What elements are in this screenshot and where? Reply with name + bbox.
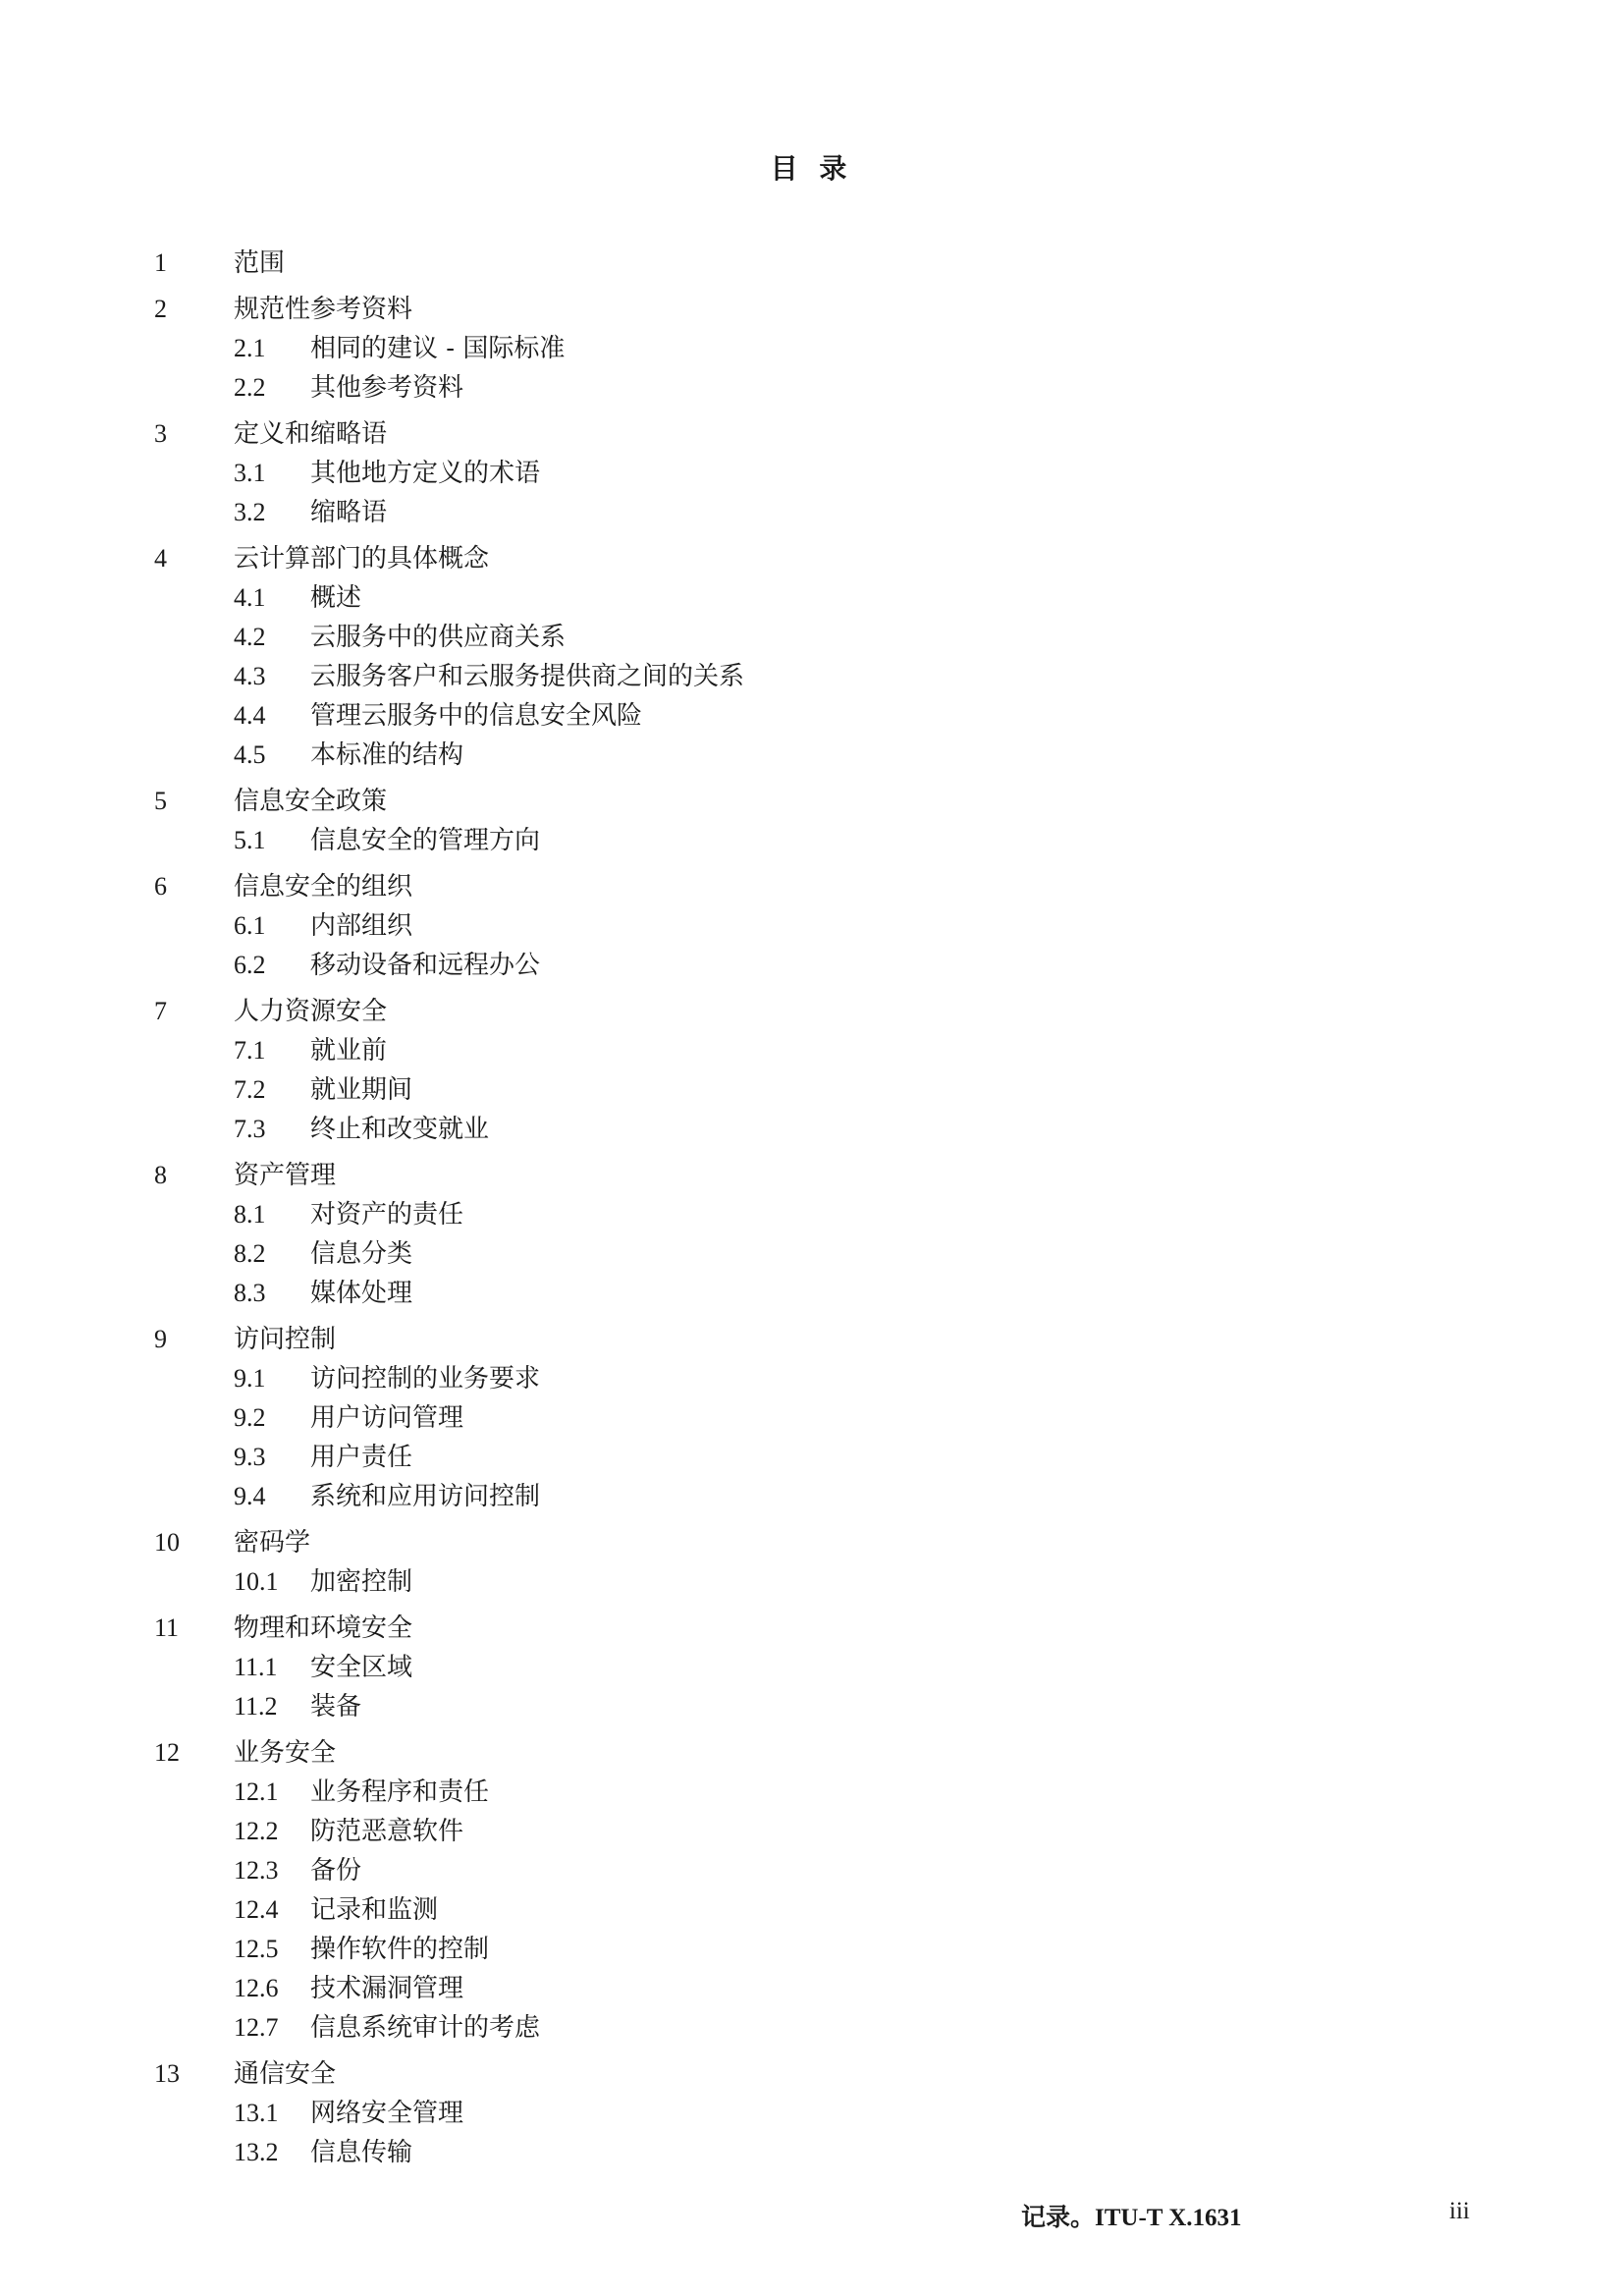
toc-subsection-entry[interactable] [154, 1438, 1431, 1477]
toc-section [154, 539, 1431, 775]
toc-subsection-title: 终止和改变就业 [310, 1115, 490, 1144]
toc-subsection-title: 加密控制 [310, 1567, 413, 1597]
toc-subsection-title: 云服务中的供应商关系 [310, 623, 567, 652]
toc-section-title: 范围 [234, 248, 286, 278]
toc-subsection-title: 防范恶意软件 [310, 1817, 464, 1846]
toc-subsection-entry[interactable] [154, 2133, 1431, 2172]
toc-subsection-entry[interactable] [154, 1195, 1431, 1234]
toc-subsection-number: 12.3 [234, 1856, 279, 1885]
toc-subsection-entry[interactable] [154, 1812, 1431, 1851]
toc-section-entry[interactable] [154, 782, 1431, 821]
toc-subsection-entry[interactable] [154, 1070, 1431, 1110]
toc-subsection-entry[interactable] [154, 657, 1431, 696]
toc-subsection-title: 系统和应用访问控制 [310, 1482, 541, 1511]
toc-subsection-number: 7.1 [234, 1036, 266, 1065]
toc-subsection-title: 记录和监测 [310, 1895, 439, 1925]
page-title: 目 录 [770, 152, 853, 185]
toc-subsection-title: 用户访问管理 [310, 1403, 464, 1433]
toc-section-number: 5 [154, 787, 167, 815]
toc-section-entry[interactable] [154, 1609, 1431, 1648]
table-of-contents [154, 244, 1431, 2179]
toc-section-entry[interactable] [154, 2054, 1431, 2094]
toc-subsection-number: 8.1 [234, 1200, 266, 1229]
toc-subsection-number: 4.2 [234, 623, 266, 651]
toc-subsection-entry[interactable] [154, 1851, 1431, 1890]
toc-section-number: 13 [154, 2059, 180, 2088]
toc-subsection-number: 13.2 [234, 2138, 279, 2166]
toc-subsection-entry[interactable] [154, 696, 1431, 736]
toc-section-number: 6 [154, 872, 167, 901]
toc-section-entry[interactable] [154, 1156, 1431, 1195]
toc-subsection-entry[interactable] [154, 578, 1431, 618]
toc-section-title: 信息安全政策 [234, 787, 388, 816]
toc-subsection-number: 4.4 [234, 701, 266, 730]
toc-subsection-number: 3.1 [234, 459, 266, 487]
toc-subsection-entry[interactable] [154, 946, 1431, 985]
toc-subsection-number: 2.2 [234, 373, 266, 402]
toc-subsection-title: 用户责任 [310, 1443, 413, 1472]
toc-section-title: 定义和缩略语 [234, 419, 388, 449]
toc-section-entry[interactable] [154, 414, 1431, 454]
toc-subsection-number: 6.1 [234, 911, 266, 940]
toc-subsection-number: 4.5 [234, 740, 266, 769]
toc-subsection-number: 11.2 [234, 1692, 278, 1721]
toc-section-entry[interactable] [154, 1523, 1431, 1562]
toc-section-number: 11 [154, 1613, 180, 1642]
toc-subsection-title: 就业前 [310, 1036, 388, 1066]
toc-subsection-title: 信息分类 [310, 1239, 413, 1269]
toc-section [154, 2054, 1431, 2172]
toc-subsection-entry[interactable] [154, 821, 1431, 860]
toc-subsection-title: 信息传输 [310, 2138, 413, 2167]
toc-section-title: 云计算部门的具体概念 [234, 544, 490, 574]
toc-subsection-number: 12.2 [234, 1817, 279, 1845]
toc-section-entry[interactable] [154, 290, 1431, 329]
toc-section [154, 782, 1431, 860]
toc-section [154, 414, 1431, 532]
toc-subsection-number: 6.2 [234, 951, 266, 979]
toc-subsection-entry[interactable] [154, 736, 1431, 775]
toc-subsection-entry[interactable] [154, 2094, 1431, 2133]
toc-section-entry[interactable] [154, 539, 1431, 578]
toc-section-title: 访问控制 [234, 1325, 337, 1354]
toc-subsection-title: 操作软件的控制 [310, 1935, 490, 1964]
toc-section-title: 信息安全的组织 [234, 872, 413, 902]
toc-section-title: 物理和环境安全 [234, 1613, 413, 1643]
toc-subsection-title: 安全区域 [310, 1653, 413, 1682]
toc-section-entry[interactable] [154, 867, 1431, 906]
toc-subsection-entry[interactable] [154, 368, 1431, 408]
toc-subsection-entry[interactable] [154, 1648, 1431, 1687]
toc-subsection-entry[interactable] [154, 1359, 1431, 1398]
toc-subsection-entry[interactable] [154, 1031, 1431, 1070]
toc-subsection-number: 8.3 [234, 1279, 266, 1307]
toc-subsection-title: 备份 [310, 1856, 362, 1886]
toc-subsection-number: 4.1 [234, 583, 266, 612]
toc-subsection-title: 缩略语 [310, 498, 388, 527]
toc-section-number: 8 [154, 1161, 167, 1189]
toc-subsection-number: 12.5 [234, 1935, 279, 1963]
toc-section-title: 资产管理 [234, 1161, 337, 1190]
toc-subsection-entry[interactable] [154, 1562, 1431, 1602]
toc-subsection-number: 9.3 [234, 1443, 266, 1471]
toc-subsection-number: 9.4 [234, 1482, 266, 1510]
toc-section [154, 867, 1431, 985]
toc-subsection-entry[interactable] [154, 1773, 1431, 1812]
toc-subsection-title: 管理云服务中的信息安全风险 [310, 701, 643, 731]
toc-section-title: 密码学 [234, 1528, 311, 1558]
toc-subsection-entry[interactable] [154, 1398, 1431, 1438]
toc-subsection-title: 内部组织 [310, 911, 413, 941]
toc-subsection-title: 就业期间 [310, 1075, 413, 1105]
toc-section-number: 7 [154, 997, 167, 1025]
toc-section-title: 规范性参考资料 [234, 295, 413, 324]
toc-subsection-number: 9.1 [234, 1364, 266, 1393]
toc-section-entry[interactable] [154, 992, 1431, 1031]
toc-subsection-entry[interactable] [154, 2008, 1431, 2048]
toc-section-number: 3 [154, 419, 167, 448]
toc-section-number: 4 [154, 544, 167, 573]
toc-section-number: 10 [154, 1528, 180, 1557]
toc-section [154, 1733, 1431, 2048]
toc-subsection-entry[interactable] [154, 1969, 1431, 2008]
toc-subsection-title: 其他地方定义的术语 [310, 459, 541, 488]
toc-subsection-title: 其他参考资料 [310, 373, 464, 403]
toc-section-entry[interactable] [154, 1733, 1431, 1773]
toc-subsection-number: 12.1 [234, 1777, 279, 1806]
toc-subsection-title: 云服务客户和云服务提供商之间的关系 [310, 662, 745, 691]
toc-section-number: 12 [154, 1738, 180, 1767]
toc-section-number: 1 [154, 248, 167, 277]
toc-subsection-title: 网络安全管理 [310, 2099, 464, 2128]
toc-section [154, 1523, 1431, 1602]
toc-subsection-title: 移动设备和远程办公 [310, 951, 541, 980]
toc-section [154, 1156, 1431, 1313]
toc-subsection-title: 访问控制的业务要求 [310, 1364, 541, 1394]
toc-subsection-title: 信息系统审计的考虑 [310, 2013, 541, 2043]
toc-subsection-entry[interactable] [154, 1477, 1431, 1516]
toc-subsection-number: 12.6 [234, 1974, 279, 2002]
toc-subsection-title: 概述 [310, 583, 362, 613]
toc-subsection-number: 9.2 [234, 1403, 266, 1432]
toc-subsection-entry[interactable] [154, 1110, 1431, 1149]
toc-subsection-title: 信息安全的管理方向 [310, 826, 541, 855]
toc-subsection-number: 13.1 [234, 2099, 279, 2127]
toc-subsection-entry[interactable] [154, 329, 1431, 368]
toc-subsection-entry[interactable] [154, 454, 1431, 493]
toc-subsection-entry[interactable] [154, 1930, 1431, 1969]
page-number: iii [1449, 2198, 1470, 2224]
toc-section [154, 1320, 1431, 1516]
toc-section-number: 2 [154, 295, 167, 323]
toc-subsection-entry[interactable] [154, 1687, 1431, 1726]
toc-subsection-entry[interactable] [154, 618, 1431, 657]
toc-subsection-number: 12.7 [234, 2013, 279, 2042]
toc-subsection-number: 12.4 [234, 1895, 279, 1924]
toc-subsection-entry[interactable] [154, 1890, 1431, 1930]
toc-section [154, 244, 1431, 283]
toc-subsection-number: 7.3 [234, 1115, 266, 1143]
toc-subsection-entry[interactable] [154, 493, 1431, 532]
toc-subsection-number: 5.1 [234, 826, 266, 854]
toc-subsection-entry[interactable] [154, 906, 1431, 946]
toc-section-entry[interactable] [154, 1320, 1431, 1359]
toc-section [154, 290, 1431, 408]
toc-subsection-title: 媒体处理 [310, 1279, 413, 1308]
footer-doc-ref: 记录。ITU-T X.1631 [1021, 2205, 1242, 2231]
toc-section-title: 业务安全 [234, 1738, 337, 1768]
toc-section [154, 992, 1431, 1149]
toc-subsection-number: 4.3 [234, 662, 266, 690]
toc-subsection-title: 相同的建议 - 国际标准 [310, 334, 566, 363]
toc-subsection-number: 8.2 [234, 1239, 266, 1268]
toc-section-entry[interactable] [154, 244, 1431, 283]
toc-subsection-entry[interactable] [154, 1274, 1431, 1313]
toc-subsection-number: 2.1 [234, 334, 266, 362]
toc-section-title: 人力资源安全 [234, 997, 388, 1026]
toc-subsection-title: 技术漏洞管理 [310, 1974, 464, 2003]
toc-subsection-title: 装备 [310, 1692, 362, 1722]
toc-subsection-title: 业务程序和责任 [310, 1777, 490, 1807]
toc-subsection-number: 3.2 [234, 498, 266, 526]
toc-subsection-number: 10.1 [234, 1567, 279, 1596]
toc-subsection-number: 11.1 [234, 1653, 278, 1681]
toc-subsection-title: 对资产的责任 [310, 1200, 464, 1230]
toc-section-number: 9 [154, 1325, 167, 1353]
toc-subsection-title: 本标准的结构 [310, 740, 464, 770]
toc-subsection-number: 7.2 [234, 1075, 266, 1104]
toc-section [154, 1609, 1431, 1726]
toc-section-title: 通信安全 [234, 2059, 337, 2089]
toc-subsection-entry[interactable] [154, 1234, 1431, 1274]
